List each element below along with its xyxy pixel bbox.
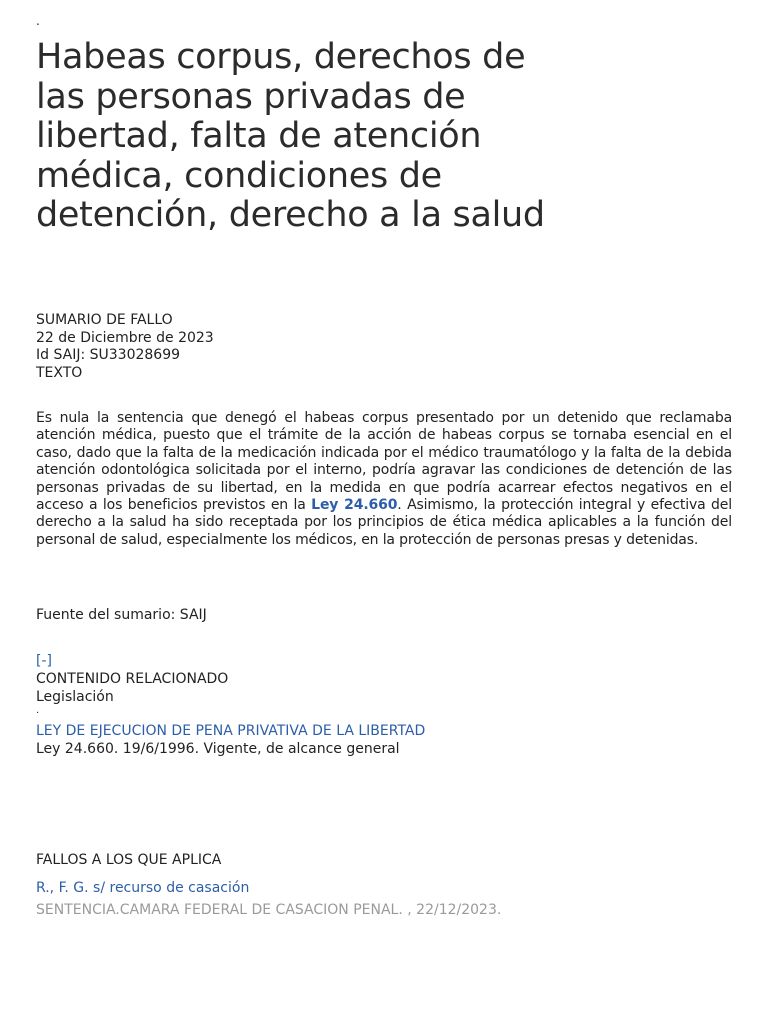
law-title-link[interactable]: LEY DE EJECUCION DE PENA PRIVATIVA DE LA LIBERTAD [36,723,426,739]
related-content-heading: CONTENIDO RELACIONADO [36,671,229,687]
top-dot: . [36,14,40,28]
document-id: Id SAIJ: SU33028699 [36,347,181,363]
summary-body [36,410,732,549]
page-title: Habeas corpus, derechos de las personas privadas de libertad, falta de atención médica, condiciones de detención, derecho a la salud [36,37,545,235]
document-date: 22 de Diciembre de 2023 [36,329,214,346]
related-category: Legislación [36,688,114,705]
document-meta [36,312,214,382]
case-title-link[interactable]: R., F. G. s/ recurso de casación [36,880,250,896]
fallos-heading: FALLOS A LOS QUE APLICA [36,852,222,868]
summary-text-end: . Asimismo, la protección integral y efectiva del derecho a la salud ha sido receptada por los principios de ética médica aplicables a la función del personal de salud, especialmente los médicos, en la protección de personas presas y detenidas. [36,497,732,548]
ley-24660-inline-link[interactable]: Ley 24.660 [311,497,398,514]
related-bullet: . [36,705,40,716]
collapse-toggle-link[interactable]: [-] [36,653,52,669]
summary-source: Fuente del sumario: SAIJ [36,607,207,623]
related-content [36,671,228,716]
document-type: SUMARIO DE FALLO [36,312,173,328]
case-description: SENTENCIA.CAMARA FEDERAL DE CASACION PENAL. , 22/12/2023. [36,902,502,918]
summary-text-start: Es nula la sentencia que denegó el habeas corpus presentado por un detenido que reclamaba atención médica, puesto que el trámite de la acción de habeas corpus se tornaba esencial en el caso, dado que la falta de la medicación indicada por el médico traumatólogo y la falta de la debida atención odontológica solicitada por el interno, podría agravar las condiciones de detención de las personas privadas de su libertad, en la medida en que podría acarrear efectos negativos en el acceso a los beneficios previstos en la [36,410,732,514]
text-label: TEXTO [36,364,83,381]
law-description: Ley 24.660. 19/6/1996. Vigente, de alcance general [36,741,400,757]
